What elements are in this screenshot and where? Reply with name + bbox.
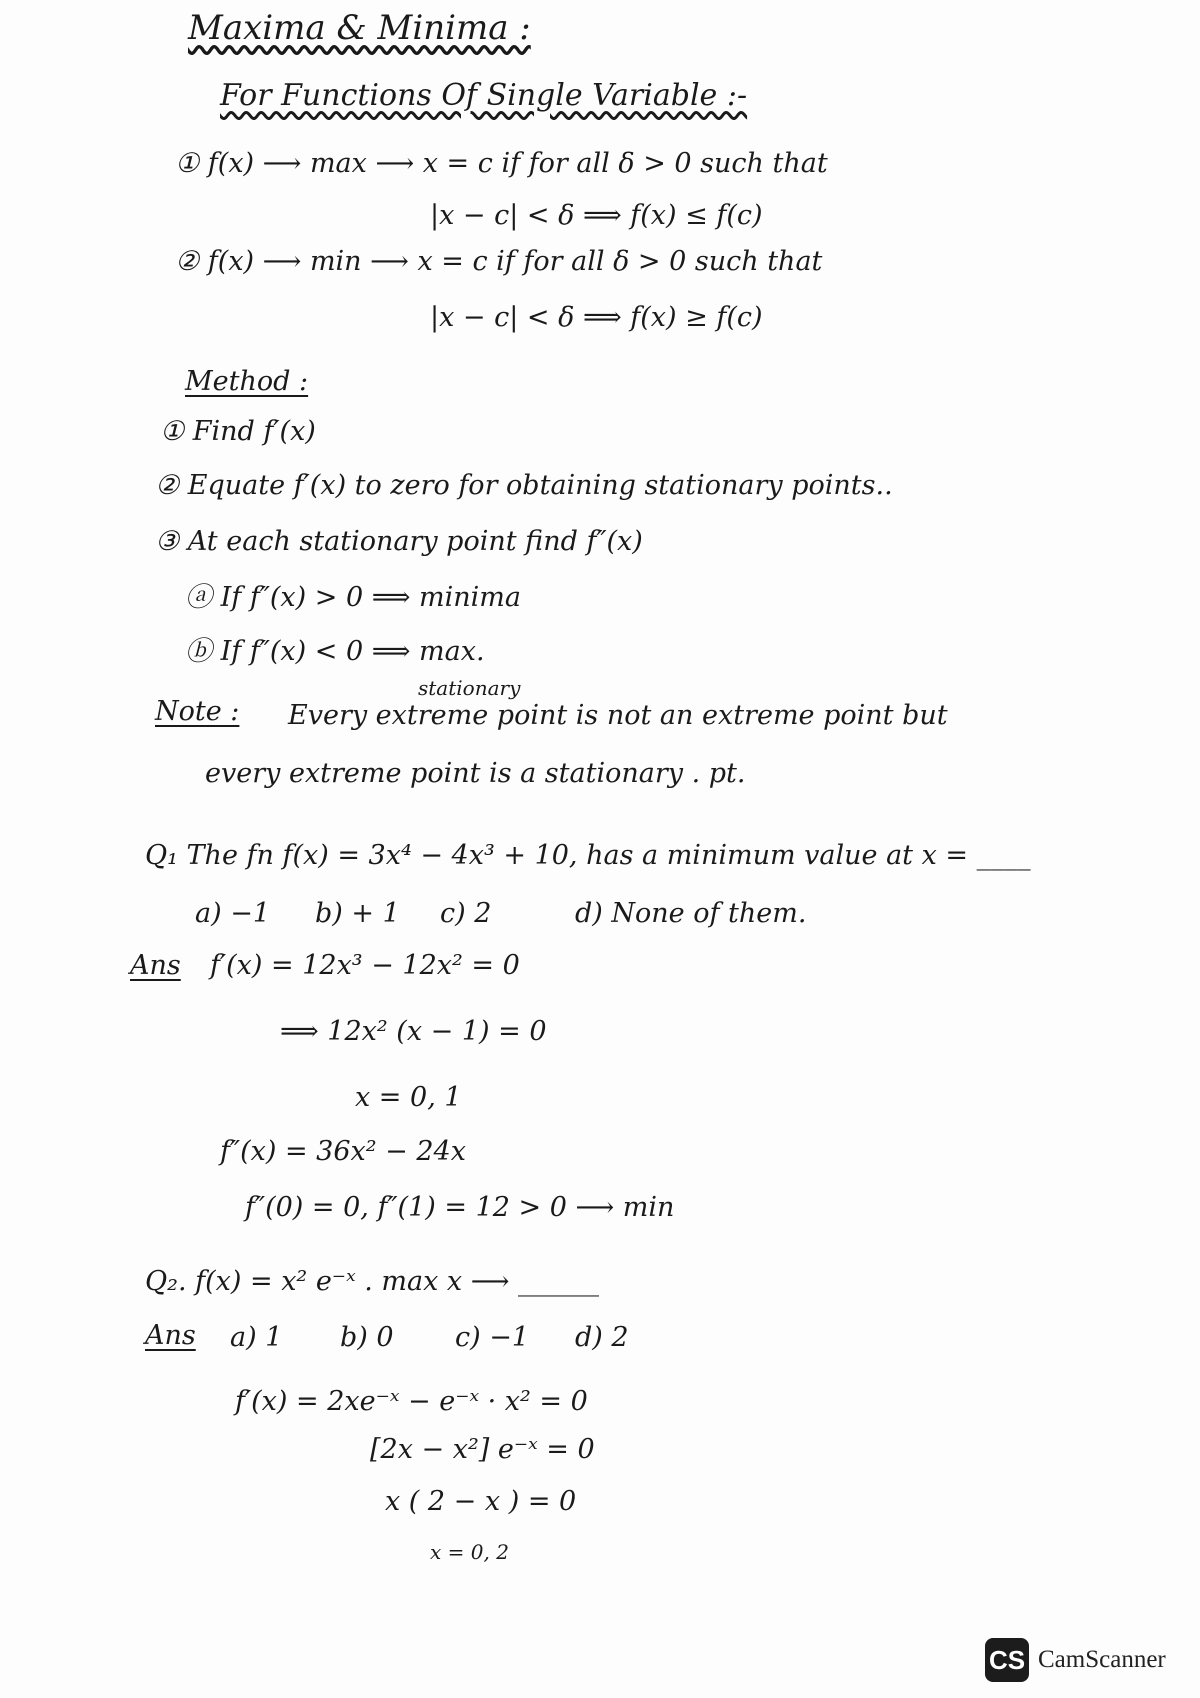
q2-step-3: x ( 2 − x ) = 0	[385, 1486, 577, 1517]
q2-option-d: d) 2	[575, 1322, 629, 1353]
q1-option-a: a) −1	[195, 898, 271, 929]
q2-step-4: x = 0, 2	[430, 1540, 509, 1564]
note-label: Note :	[155, 696, 240, 727]
method-step-3: ③ At each stationary point find f″(x)	[155, 526, 643, 557]
method-step-1: ① Find f′(x)	[160, 416, 316, 447]
q1-step-3: x = 0, 1	[355, 1082, 462, 1113]
q2-option-b: b) 0	[340, 1322, 394, 1353]
camscanner-watermark: CamScanner	[1038, 1646, 1166, 1673]
q2-step-1: f′(x) = 2xe⁻ˣ − e⁻ˣ · x² = 0	[235, 1386, 588, 1417]
note-line-1: Every extreme point is not an extreme point but	[288, 700, 948, 731]
camscanner-logo-icon: CS	[985, 1638, 1029, 1682]
q1-step-2: ⟹ 12x² (x − 1) = 0	[280, 1016, 547, 1047]
page-subtitle: For Functions Of Single Variable :-	[220, 78, 748, 113]
definition-max-line1: ① f(x) ⟶ max ⟶ x = c if for all δ > 0 such that	[175, 148, 828, 179]
q1-step-4: f″(x) = 36x² − 24x	[220, 1136, 466, 1167]
q1-question: Q₁ The fn f(x) = 3x⁴ − 4x³ + 10, has a minimum value at x = ____	[145, 840, 1031, 871]
definition-min-line2: |x − c| < δ ⟹ f(x) ≥ f(c)	[430, 302, 763, 333]
q2-option-a: a) 1	[230, 1322, 283, 1353]
q1-option-d: d) None of them.	[575, 898, 807, 929]
method-heading: Method :	[185, 366, 309, 397]
method-step-3b: ⓑ If f″(x) < 0 ⟹ max.	[185, 636, 485, 667]
q2-question: Q₂. f(x) = x² e⁻ˣ . max x ⟶ ______	[145, 1266, 600, 1297]
q1-step-5: f″(0) = 0, f″(1) = 12 > 0 ⟶ min	[245, 1192, 675, 1223]
definition-max-line2: |x − c| < δ ⟹ f(x) ≤ f(c)	[430, 200, 763, 231]
method-step-3a: ⓐ If f″(x) > 0 ⟹ minima	[185, 582, 521, 613]
definition-min-line1: ② f(x) ⟶ min ⟶ x = c if for all δ > 0 such that	[175, 246, 823, 277]
note-line-2: every extreme point is a stationary . pt.	[205, 758, 746, 789]
q2-option-c: c) −1	[455, 1322, 530, 1353]
q2-step-2: [2x − x²] e⁻ˣ = 0	[370, 1434, 595, 1465]
note-insert: stationary	[418, 676, 521, 700]
q2-ans-label: Ans	[145, 1320, 196, 1351]
q1-ans-label: Ans	[130, 950, 181, 981]
q1-option-b: b) + 1	[315, 898, 400, 929]
q1-step-1: f′(x) = 12x³ − 12x² = 0	[210, 950, 520, 981]
page-title: Maxima & Minima :	[188, 8, 531, 48]
q1-option-c: c) 2	[440, 898, 492, 929]
method-step-2: ② Equate f′(x) to zero for obtaining stationary points..	[155, 470, 893, 501]
